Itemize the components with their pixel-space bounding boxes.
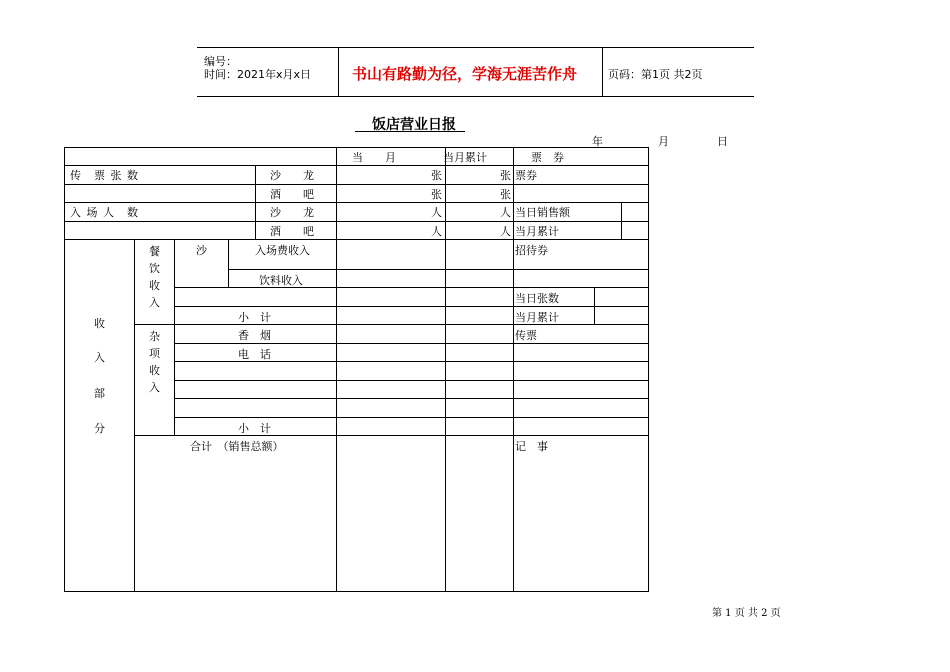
row-label-ticket-count: 传 票 张 数 — [70, 169, 139, 182]
catering-char-2: 饮 — [149, 262, 160, 275]
misc-char-1: 杂 — [149, 330, 160, 343]
telephone-label: 电 话 — [238, 348, 271, 361]
income-section-char-2: 入 — [94, 351, 105, 364]
day-sales-label: 当日销售额 — [515, 206, 570, 219]
hospitality-coupon-label: 招待券 — [515, 244, 548, 257]
col-header-month-total: 当月累计 — [443, 151, 487, 164]
count-month-total-label: 当月累计 — [515, 311, 559, 324]
document-number-label: 编号： — [204, 55, 237, 68]
entry-bar-unit-total: 人 — [500, 225, 511, 238]
date-month: 月 — [658, 135, 669, 148]
sales-month-total-label: 当月累计 — [515, 225, 559, 238]
drinks-income-label: 饮料收入 — [259, 274, 303, 287]
footer-page-number: 第 1 页 共 2 页 — [712, 608, 781, 619]
page-code: 页码：第1页 共2页 — [608, 68, 703, 81]
ticket-coupon-label: 票券 — [515, 169, 537, 182]
misc-char-3: 收 — [149, 364, 160, 377]
cigarettes-label: 香 烟 — [238, 329, 271, 342]
catering-char-3: 收 — [149, 279, 160, 292]
entry-bar-label: 酒 吧 — [270, 225, 314, 238]
date-day: 日 — [717, 135, 728, 148]
entry-salon-unit-month: 人 — [431, 206, 442, 219]
income-section-char-3: 部 — [94, 387, 105, 400]
ticket-salon-label: 沙 龙 — [270, 169, 314, 182]
notes-label: 记 事 — [515, 440, 548, 453]
misc-char-4: 入 — [149, 381, 160, 394]
col-header-current-month: 当 月 — [352, 151, 396, 164]
grand-total-label: 合计 （销售总额） — [190, 440, 284, 453]
header-motto: 书山有路勤为径，学海无涯苦作舟 — [352, 65, 578, 83]
catering-subtotal-label: 小 计 — [238, 311, 271, 324]
entry-salon-unit-total: 人 — [500, 206, 511, 219]
income-section-char-4: 分 — [94, 422, 105, 435]
income-section-char-1: 收 — [94, 317, 105, 330]
document-time-label: 时间：2021年x月x日 — [204, 68, 312, 81]
entry-fee-label: 入场费收入 — [255, 244, 310, 257]
ticket-bar-label: 酒 吧 — [270, 188, 314, 201]
misc-subtotal-label: 小 计 — [238, 422, 271, 435]
ticket-bar-unit-total: 张 — [500, 188, 511, 201]
ticket-salon-unit-month: 张 — [431, 169, 442, 182]
col-header-tickets: 票 券 — [531, 151, 564, 164]
bills-label: 传票 — [515, 329, 537, 342]
day-count-label: 当日张数 — [515, 292, 559, 305]
misc-char-2: 项 — [149, 347, 160, 360]
row-label-entry-count: 入 场 人 数 — [70, 206, 139, 219]
ticket-salon-unit-total: 张 — [500, 169, 511, 182]
sha-label: 沙 — [196, 244, 207, 257]
report-title-underline — [355, 131, 465, 132]
report-title: 饭店营业日报 — [372, 117, 456, 133]
ticket-bar-unit-month: 张 — [431, 188, 442, 201]
entry-bar-unit-month: 人 — [431, 225, 442, 238]
catering-char-1: 餐 — [149, 245, 160, 258]
catering-char-4: 入 — [149, 296, 160, 309]
date-year: 年 — [592, 135, 603, 148]
entry-salon-label: 沙 龙 — [270, 206, 314, 219]
